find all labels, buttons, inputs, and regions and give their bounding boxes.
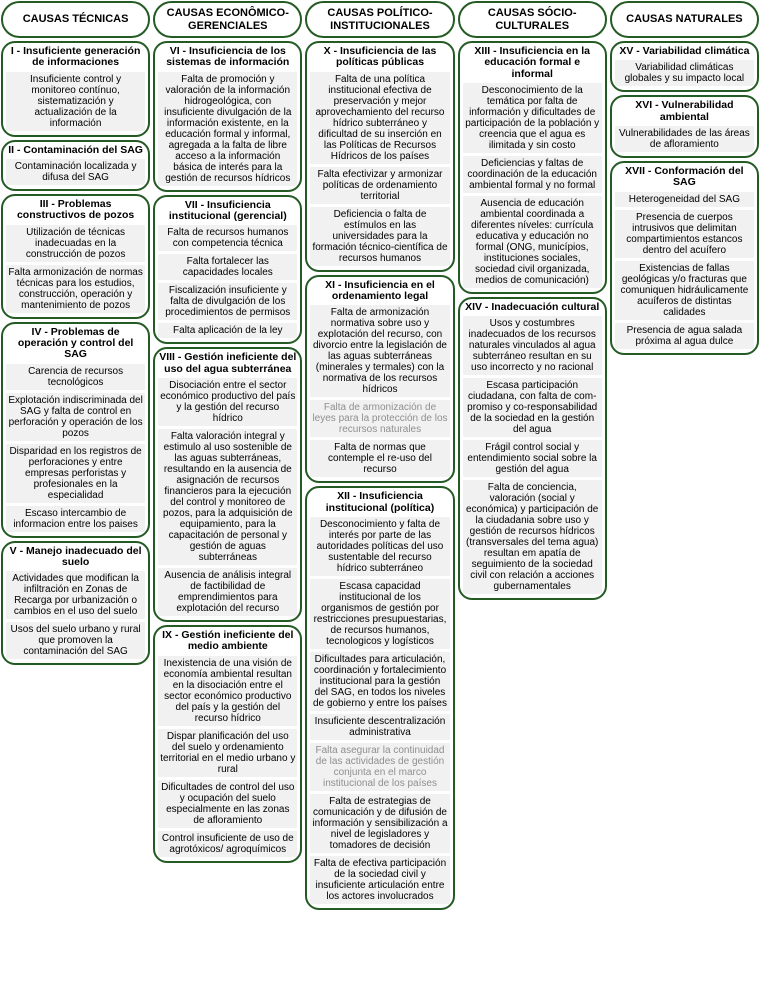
cause-section [153, 347, 302, 622]
section-title: XIII - Insuficiencia en la educación formal e informal [474, 45, 590, 80]
section-title: XI - Insuficiencia en el ordenamiento legal [325, 278, 435, 302]
section-title: V - Manejo inadecuado del suelo [9, 544, 142, 568]
cause-column [610, 1, 759, 1001]
cause-item: Falta fortalecer las capacidades locales [158, 254, 297, 280]
cause-item: Contaminación localizada y difusa del SAG [6, 159, 145, 185]
cause-section [153, 625, 302, 863]
cause-item: Falta de conciencia, valoración (social y económica) y participación de la ciudadania sobre uso y gestión de recursos hídricos (transversales del tema agua) resultan em apatía de seguimiento de la sociedad civil con relación a acciones gubernamentales [463, 480, 602, 594]
cause-section [610, 41, 759, 92]
section-title: I - Insuficiente generación de informaciones [10, 45, 141, 69]
cause-section [1, 194, 150, 319]
cause-item: Deficiencia o falta de estímulos en las universidades para la formación técnico-científica de recursos humanos [310, 207, 449, 266]
cause-item: Desconocimiento y falta de interés por parte de las autoridades políticas del uso sustentable del recurso hídrico subterráneo [310, 517, 449, 576]
cause-section [610, 95, 759, 158]
cause-item: Insuficiente control y monitoreo contínuo, sistematización y actualización de la información [6, 72, 145, 131]
cause-item: Explotación indiscriminada del SAG y falta de control en perforación y operación de los pozos [6, 393, 145, 441]
cause-column [1, 1, 150, 1001]
cause-item: Frágil control social y entendimiento social sobre la gestión del agua [463, 440, 602, 477]
section-title: XIV - Inadecuación cultural [465, 300, 600, 313]
cause-item: Presencia de cuerpos intrusivos que delimitan compartimientos estancos dentro del acuífero [615, 210, 754, 258]
cause-item: Dificultades para articulación, coordinación y fortalecimiento institucional para la gestión del SAG, en todos los niveles de gobierno y entre los países [310, 652, 449, 711]
cause-item: Fiscalización insuficiente y falta de divulgación de los procedimientos de permisos [158, 283, 297, 320]
cause-item: Falta de promoción y valoración de la información hidrogeológica, con insuficiente divulgación de la información existente, en la educación formal y informal, agregada a la falta de libre acceso a la información básica de interés para la gestión de recursos hídricos [158, 72, 297, 186]
cause-column [458, 1, 607, 1001]
cause-item: Control insuficiente de uso de agrotóxicos/ agroquímicos [158, 831, 297, 857]
section-title: XV - Variabilidad climática [619, 45, 750, 57]
cause-item: Escasa participación ciudadana, con falta de com-promiso y co-responsabilidad de la sociedad en la gestión del agua [463, 378, 602, 437]
cause-item: Disparidad en los registros de perforaciones y entre empresas perforistas y profesionales en la especialidad [6, 444, 145, 503]
cause-section [1, 140, 150, 191]
cause-item: Usos y costumbres inadecuados de los recursos naturales vinculados al agua subterráneo resultan en su uso incorrecto y no racional [463, 316, 602, 375]
cause-section [458, 297, 607, 600]
cause-section [610, 161, 759, 355]
cause-item: Falta de recursos humanos con competencia técnica [158, 225, 297, 251]
cause-item: Falta de estrategias de comunicación y de difusión de información y sensibilización a nivel de legisladores y tomadores de decisión [310, 794, 449, 853]
cause-section [305, 275, 454, 484]
cause-section [1, 41, 150, 137]
cause-column [305, 1, 454, 1001]
cause-item: Falta efectivizar y armonizar políticas de ordenamiento territorial [310, 167, 449, 204]
cause-item: Falta de efectiva participación de la sociedad civil y insuficiente articulación entre los actores involucrados [310, 856, 449, 904]
cause-item: Escasa capacidad institucional de los organismos de gestión por restricciones presupuestarias, de recursos humanos, tecnologicos y logísticos [310, 579, 449, 649]
cause-section [305, 486, 454, 910]
cause-item: Heterogeneidad del SAG [615, 192, 754, 207]
cause-section [153, 195, 302, 345]
section-title: VII - Insuficiencia institucional (gerencial) [168, 198, 287, 222]
cause-item: Falta de armonización de leyes para la protección de los recursos naturales [310, 400, 449, 437]
column-header: CAUSAS NATURALES [610, 1, 759, 38]
cause-item: Ausencia de educación ambiental coordinada a diferentes níveles: currícula educativa y educación no formal (ONG, municípios, instituciones sociales, sociedad civil organizada, medios de comunicación) [463, 196, 602, 288]
cause-item: Utilización de técnicas inadecuadas en la construcción de pozos [6, 225, 145, 262]
cause-item: Actividades que modifican la infiltración en Zonas de Recarga por urbanización o cambios en el uso del suelo [6, 571, 145, 619]
cause-item: Vulnerabilidades de las áreas de afloramiento [615, 126, 754, 152]
cause-column [153, 1, 302, 1001]
cause-item: Falta de normas que contemple el re-uso del recurso [310, 440, 449, 477]
column-header: CAUSAS SÓCIO-CULTURALES [458, 1, 607, 38]
cause-section [305, 41, 454, 272]
section-title: XII - Insuficiencia institucional (política) [325, 490, 435, 514]
cause-item: Deficiencias y faltas de coordinación de la educación ambiental formal y no formal [463, 156, 602, 193]
section-title: IX - Gestión ineficiente del medio ambiente [162, 628, 294, 653]
cause-item: Disociación entre el sector económico productivo del país y la gestión del recurso hídrico [158, 378, 297, 426]
cause-item: Falta armonización de normas técnicas para los estudios, construcción, operación y mantenimiento de pozos [6, 265, 145, 313]
cause-item: Dispar planificación del uso del suelo y ordenamiento territorial en el medio urbano y rural [158, 729, 297, 777]
section-title: VIII - Gestión ineficiente del uso del agua subterránea [159, 351, 297, 375]
cause-section [458, 41, 607, 294]
section-title: VI - Insuficiencia de los sistemas de información [166, 45, 290, 69]
cause-item: Falta de armonización normativa sobre uso y explotación del recurso, con divorcio entre la legislación de las aguas subterráneas (minerales y termales) con la normativa de los recursos hídricos [310, 305, 449, 397]
cause-section [1, 322, 150, 538]
cause-item: Escaso intercambio de informacion entre los paises [6, 506, 145, 532]
column-header: CAUSAS ECONÔMICO-GERENCIALES [153, 1, 302, 38]
cause-section [153, 41, 302, 192]
section-title: II - Contaminación del SAG [8, 143, 143, 156]
cause-item: Falta valoración integral y estimulo al uso sostenible de las aguas subterráneas, resultando en la ausencia de asignación de recursos financieros para la ejecución del control y monitoreo de pozos, para la adquisición de equipamiento, para la capacitación de personal y gestión de aguas subterráneas [158, 429, 297, 565]
cause-item: Ausencia de análisis integral de factibilidad de emprendimientos para explotación del recurso [158, 568, 297, 616]
cause-item: Falta de una política institucional efectiva de preservación y mejor aprovechamiento del recurso hídrico subterráneo y dificultad de su inserción en las Políticas de Recursos Hídricos de los países [310, 72, 449, 164]
section-title: XVII - Conformación del SAG [625, 164, 744, 189]
cause-item: Existencias de fallas geológicas y/o fracturas que comuniquen hidráulicamente acuíferos de distintas calidades [615, 261, 754, 320]
cause-item: Insuficiente descentralización administrativa [310, 714, 449, 740]
cause-item: Presencia de agua salada próxima al agua dulce [615, 323, 754, 349]
cause-section [1, 541, 150, 666]
column-header: CAUSAS TÉCNICAS [1, 1, 150, 38]
section-title: IV - Problemas de operación y control del SAG [17, 325, 134, 361]
column-header: CAUSAS POLÍTICO-INSTITUCIONALES [305, 1, 454, 38]
cause-item: Desconocimiento de la temática por falta de información y dificultades de participación de la población y creencia que el agua es ilimitada y sin costo [463, 83, 602, 153]
section-title: XVI - Vulnerabilidad ambiental [635, 99, 734, 123]
cause-item: Falta asegurar la continuidad de las actividades de gestión conjunta en el marco institucional de los países [310, 743, 449, 791]
section-title: III - Problemas constructivos de pozos [16, 197, 135, 222]
cause-item: Usos del suelo urbano y rural que promoven la contaminación del SAG [6, 622, 145, 659]
cause-item: Falta aplicación de la ley [158, 323, 297, 338]
cause-item: Dificultades de control del uso y ocupación del suelo especialmente en las zonas de afloramiento [158, 780, 297, 828]
cause-item: Variabilidad climáticas globales y su impacto local [615, 60, 754, 86]
cause-item: Inexistencia de una visión de economía ambiental resultan en la disociación entre el sector económico productivo del país y la gestión del recurso hídrico [158, 656, 297, 726]
section-title: X - Insuficiencia de las políticas públicas [323, 45, 437, 69]
cause-item: Carencia de recursos tecnológicos [6, 364, 145, 390]
